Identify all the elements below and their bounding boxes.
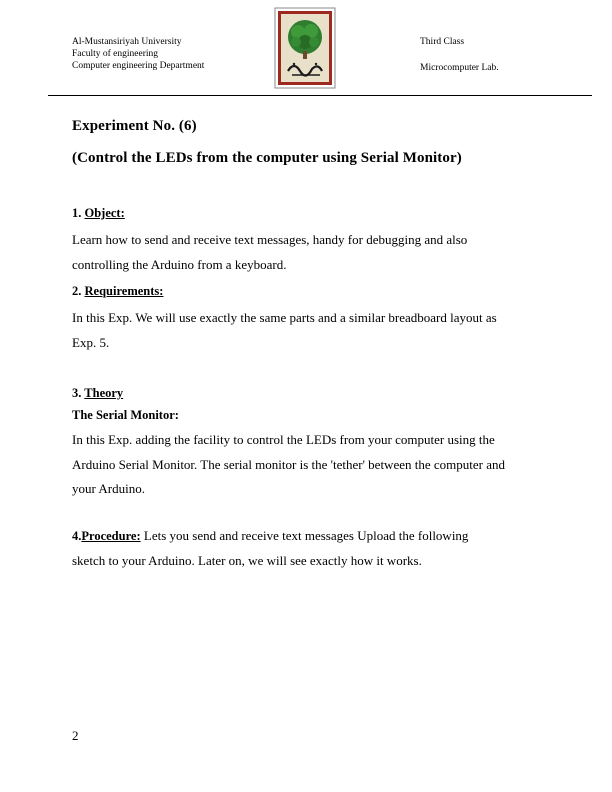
body-line: In this Exp. We will use exactly the same parts and a similar breadboard layout as <box>72 310 497 325</box>
section-title: Theory <box>84 386 124 400</box>
section-requirements-heading <box>72 284 163 299</box>
experiment-subtitle: (Control the LEDs from the computer using Serial Monitor) <box>72 150 462 166</box>
section-number: 3. <box>72 386 82 400</box>
section-requirements-body <box>72 306 497 355</box>
section-theory-heading <box>72 386 123 401</box>
body-line: controlling the Arduino from a keyboard. <box>72 256 287 272</box>
faculty-name: Faculty of engineering <box>72 49 159 59</box>
section-title: Procedure: <box>81 529 141 543</box>
experiment-title: Experiment No. (6) <box>72 118 197 134</box>
section-object-body <box>72 228 467 277</box>
header-right-lab <box>420 62 499 74</box>
theory-subheading: The Serial Monitor: <box>72 408 179 422</box>
body-line: Learn how to send and receive text messages, handy for debugging and also <box>72 232 468 247</box>
university-logo-icon <box>274 7 336 89</box>
section-object-heading <box>72 206 125 221</box>
section-number: 2. <box>72 284 82 298</box>
body-line: Exp. 5. <box>72 334 110 350</box>
department-name: Computer engineering Department <box>72 61 205 71</box>
header-right <box>420 36 464 48</box>
section-number: 4. <box>72 529 82 543</box>
university-name: Al-Mustansiriyah University <box>72 37 182 47</box>
lab-label: Microcomputer Lab. <box>420 63 499 73</box>
section-number: 1. <box>72 206 82 220</box>
body-line: Arduino Serial Monitor. The serial monitor is the 'tether' between the computer and <box>72 456 505 472</box>
section-procedure <box>72 524 468 573</box>
header-left <box>72 36 204 72</box>
section-title: Requirements: <box>84 284 164 298</box>
class-label: Third Class <box>420 37 465 47</box>
header-divider <box>48 95 592 96</box>
body-line: sketch to your Arduino. Later on, we will see exactly how it works. <box>72 552 422 568</box>
body-line: In this Exp. adding the facility to control the LEDs from your computer using the <box>72 432 495 447</box>
section-title: Object: <box>84 206 125 220</box>
procedure-first-line <box>72 524 468 549</box>
page-number: 2 <box>72 728 79 743</box>
procedure-first-line-rest: Lets you send and receive text messages Upload the following <box>143 528 469 543</box>
university-logo <box>274 7 336 89</box>
section-theory-body <box>72 428 505 502</box>
body-line: your Arduino. <box>72 481 145 496</box>
